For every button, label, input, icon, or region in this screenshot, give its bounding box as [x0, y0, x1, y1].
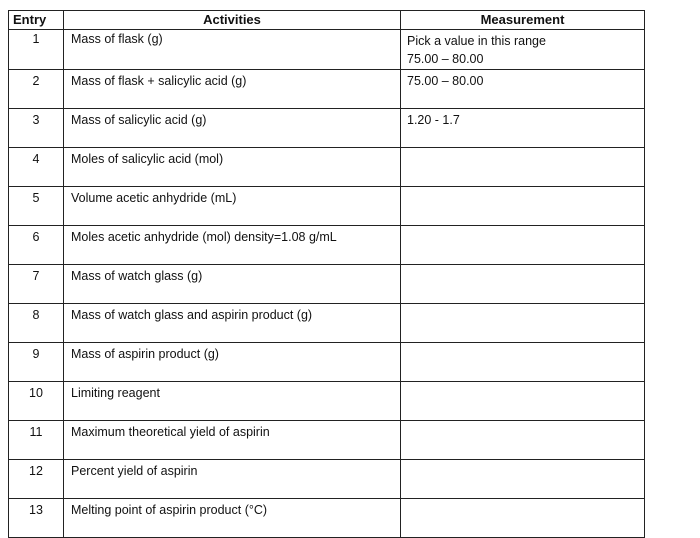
measurement-cell[interactable] [401, 30, 645, 70]
measurement-cell[interactable] [401, 226, 645, 265]
entry-number: 2 [9, 70, 64, 109]
measurement-value: 75.00 – 80.00 [407, 74, 484, 88]
entry-number: 8 [9, 304, 64, 343]
activity-label: Mass of flask (g) [64, 30, 401, 70]
measurement-cell[interactable] [401, 421, 645, 460]
measurement-value: Pick a value in this range [407, 34, 546, 48]
entry-number: 5 [9, 187, 64, 226]
table-row [9, 187, 645, 226]
activity-label: Limiting reagent [64, 382, 401, 421]
table-row [9, 460, 645, 499]
entry-number: 6 [9, 226, 64, 265]
lab-data-table [8, 10, 645, 538]
measurement-cell[interactable] [401, 304, 645, 343]
entry-number: 7 [9, 265, 64, 304]
activity-label: Mass of aspirin product (g) [64, 343, 401, 382]
activity-label: Maximum theoretical yield of aspirin [64, 421, 401, 460]
measurement-cell[interactable] [401, 109, 645, 148]
measurement-column-header: Measurement [401, 11, 645, 30]
measurement-cell[interactable] [401, 499, 645, 538]
entry-column-header: Entry [9, 11, 64, 30]
entry-number: 10 [9, 382, 64, 421]
table-row [9, 109, 645, 148]
activity-label: Mass of salicylic acid (g) [64, 109, 401, 148]
table-row [9, 30, 645, 70]
activity-label: Mass of flask + salicylic acid (g) [64, 70, 401, 109]
measurement-cell[interactable] [401, 382, 645, 421]
measurement-cell[interactable] [401, 343, 645, 382]
table-row [9, 226, 645, 265]
measurement-cell[interactable] [401, 265, 645, 304]
activities-column-header: Activities [64, 11, 401, 30]
entry-number: 9 [9, 343, 64, 382]
table-row [9, 148, 645, 187]
table-row [9, 343, 645, 382]
entry-number: 3 [9, 109, 64, 148]
activity-label: Volume acetic anhydride (mL) [64, 187, 401, 226]
activity-label: Percent yield of aspirin [64, 460, 401, 499]
measurement-cell[interactable] [401, 460, 645, 499]
table-row [9, 499, 645, 538]
entry-number: 1 [9, 30, 64, 70]
measurement-value: 1.20 - 1.7 [407, 113, 460, 127]
activity-label: Moles acetic anhydride (mol) density=1.08 g/mL [64, 226, 401, 265]
entry-number: 12 [9, 460, 64, 499]
measurement-cell[interactable] [401, 148, 645, 187]
activity-label: Moles of salicylic acid (mol) [64, 148, 401, 187]
measurement-value: 75.00 – 80.00 [407, 52, 484, 66]
table-row [9, 265, 645, 304]
table-row [9, 304, 645, 343]
entry-number: 13 [9, 499, 64, 538]
table-header-row [9, 11, 645, 30]
activity-label: Mass of watch glass (g) [64, 265, 401, 304]
table-row [9, 70, 645, 109]
measurement-cell[interactable] [401, 70, 645, 109]
activity-label: Mass of watch glass and aspirin product (g) [64, 304, 401, 343]
table-row [9, 421, 645, 460]
table-row [9, 382, 645, 421]
activity-label: Melting point of aspirin product (°C) [64, 499, 401, 538]
entry-number: 4 [9, 148, 64, 187]
measurement-cell[interactable] [401, 187, 645, 226]
entry-number: 11 [9, 421, 64, 460]
